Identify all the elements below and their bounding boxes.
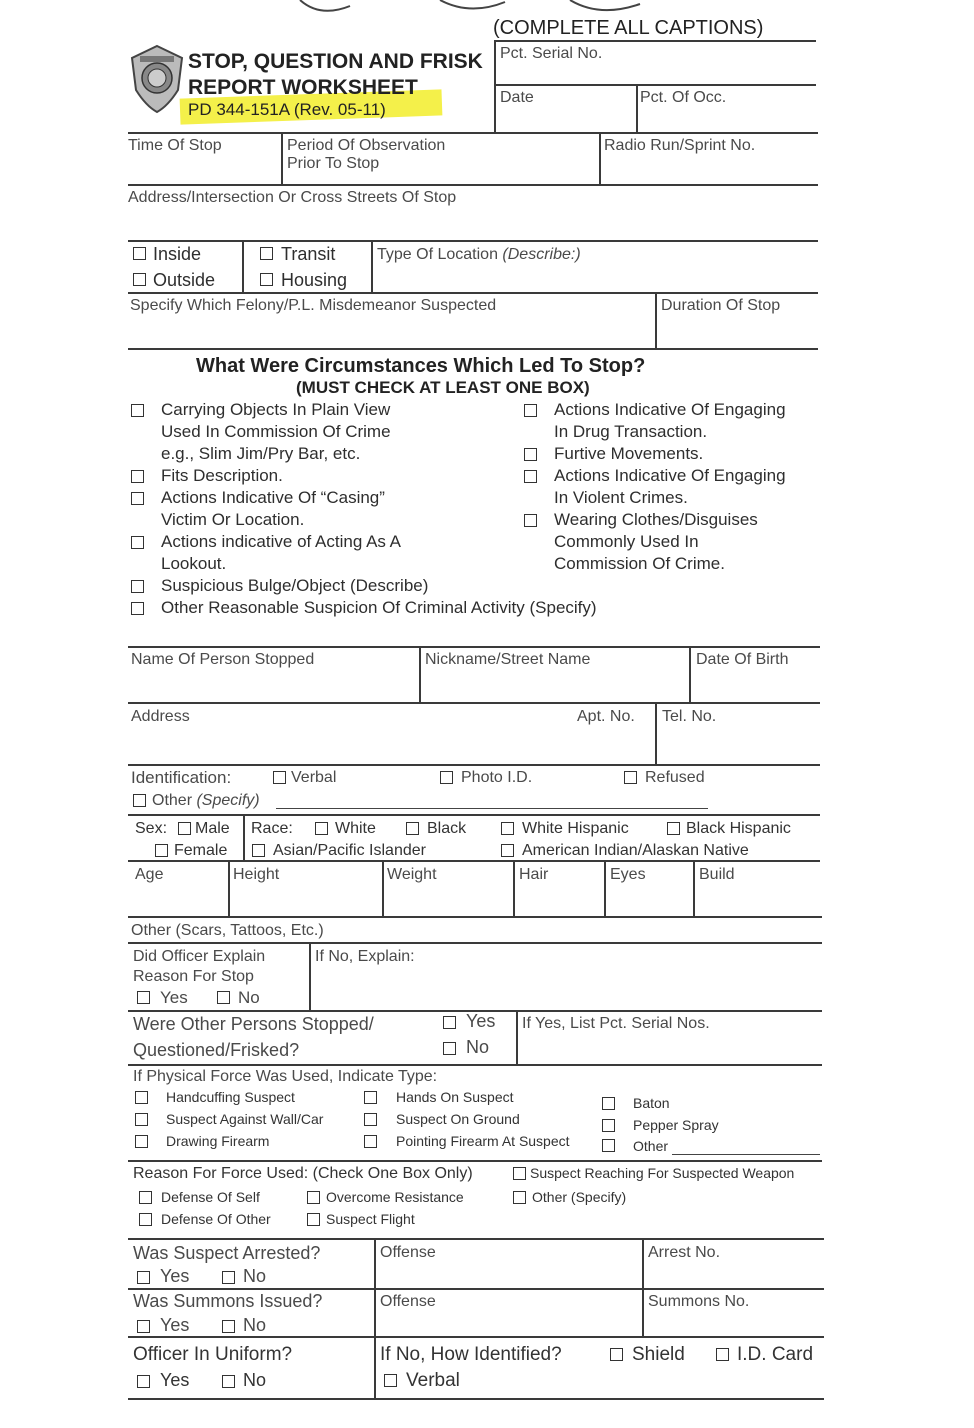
reason-defense-self-label: Defense Of Self xyxy=(161,1189,260,1205)
duration-of-stop-label: Duration Of Stop xyxy=(661,297,781,314)
circ-left-5-checkbox[interactable] xyxy=(131,580,144,593)
circumstances-heading: What Were Circumstances Which Led To Stop? xyxy=(196,355,646,377)
circ-right-4-line2: Commonly Used In xyxy=(554,532,699,551)
circ-left-3-line2: Victim Or Location. xyxy=(161,510,305,529)
form-title-line2: REPORT WORKSHEET xyxy=(188,76,418,99)
inside-label: Inside xyxy=(153,244,202,264)
person-address-field[interactable] xyxy=(130,727,650,761)
circ-right-2-line1: Furtive Movements. xyxy=(554,444,704,463)
height-label: Height xyxy=(233,866,280,883)
date-field[interactable] xyxy=(498,106,632,130)
transit-checkbox[interactable] xyxy=(260,247,273,260)
force-other-checkbox[interactable] xyxy=(602,1139,615,1152)
tel-no-field[interactable] xyxy=(660,727,818,761)
others-no-label: No xyxy=(466,1037,490,1057)
circ-right-3-line1: Actions Indicative Of Engaging xyxy=(554,466,786,485)
nickname-field[interactable] xyxy=(425,670,685,700)
id-verbal-label: Verbal xyxy=(291,769,337,786)
force-pointing-firearm-checkbox[interactable] xyxy=(364,1135,377,1148)
reason-reaching-checkbox[interactable] xyxy=(513,1167,526,1180)
reason-reaching-label: Suspect Reaching For Suspected Weapon xyxy=(530,1165,795,1181)
sex-male-label: Male xyxy=(195,820,230,837)
sex-female-label: Female xyxy=(174,842,228,859)
force-pepper-spray-checkbox[interactable] xyxy=(602,1119,615,1132)
force-drawing-firearm-checkbox[interactable] xyxy=(135,1135,148,1148)
reason-overcome-label: Overcome Resistance xyxy=(326,1189,464,1205)
id-photo-label: Photo I.D. xyxy=(461,769,533,786)
address-of-stop-field[interactable] xyxy=(128,208,816,238)
race-american-indian-label: American Indian/Alaskan Native xyxy=(522,842,749,859)
arrested-no-checkbox[interactable] xyxy=(222,1271,235,1284)
explain-yes-checkbox[interactable] xyxy=(137,991,150,1004)
how-identified-label: If No, How Identified? xyxy=(380,1344,562,1365)
race-white-hispanic-label: White Hispanic xyxy=(522,820,629,837)
race-black-checkbox[interactable] xyxy=(406,822,419,835)
others-yes-checkbox[interactable] xyxy=(443,1016,456,1029)
hair-label: Hair xyxy=(519,866,549,883)
time-of-stop-field[interactable] xyxy=(128,156,278,182)
uniform-no-label: No xyxy=(243,1370,267,1390)
outside-checkbox[interactable] xyxy=(133,273,146,286)
radio-run-label: Radio Run/Sprint No. xyxy=(604,137,756,154)
circ-left-6-line1: Other Reasonable Suspicion Of Criminal Activity (Specify) xyxy=(161,598,597,617)
other-marks-label: Other (Scars, Tattoos, Etc.) xyxy=(131,922,324,939)
circ-right-1-line2: In Drug Transaction. xyxy=(554,422,708,441)
reason-defense-other-label: Defense Of Other xyxy=(161,1211,271,1227)
weight-label: Weight xyxy=(387,866,437,883)
describe-hint: (Describe:) xyxy=(502,246,581,263)
radio-run-field[interactable] xyxy=(604,156,816,182)
date-label: Date xyxy=(500,89,534,106)
circ-left-4-line1: Actions indicative of Acting As A xyxy=(161,532,402,551)
force-hands-on-checkbox[interactable] xyxy=(364,1091,377,1104)
id-refused-label: Refused xyxy=(645,769,705,786)
circ-right-4-line1: Wearing Clothes/Disguises xyxy=(554,510,758,529)
id-other-field[interactable] xyxy=(276,792,708,809)
arrested-yes-label: Yes xyxy=(160,1266,190,1286)
name-of-person-field[interactable] xyxy=(130,670,414,700)
identified-shield-label: Shield xyxy=(632,1344,685,1365)
reason-defense-self-checkbox[interactable] xyxy=(139,1191,152,1204)
arrest-no-field[interactable] xyxy=(648,1262,820,1286)
circ-left-3-line1: Actions Indicative Of “Casing” xyxy=(161,488,385,507)
address-of-stop-label: Address/Intersection Or Cross Streets Of Stop xyxy=(128,189,457,206)
form-number: PD 344-151A (Rev. 05-11) xyxy=(188,100,386,119)
other-marks-field[interactable] xyxy=(360,920,820,940)
circ-right-1-line1: Actions Indicative Of Engaging xyxy=(554,400,786,419)
arrest-no-label: Arrest No. xyxy=(648,1244,721,1261)
circ-left-1-line3: e.g., Slim Jim/Pry Bar, etc. xyxy=(161,444,361,463)
period-observation-label-1: Period Of Observation xyxy=(287,137,446,154)
summons-label: Was Summons Issued? xyxy=(133,1291,323,1311)
id-photo-checkbox[interactable] xyxy=(440,771,453,784)
circ-right-4-checkbox[interactable] xyxy=(524,514,537,527)
if-yes-list-label: If Yes, List Pct. Serial Nos. xyxy=(522,1015,710,1032)
type-of-location-field[interactable] xyxy=(377,266,815,290)
force-handcuffing-checkbox[interactable] xyxy=(135,1091,148,1104)
race-black-label: Black xyxy=(427,820,467,837)
force-heading: If Physical Force Was Used, Indicate Type: xyxy=(133,1068,438,1085)
nickname-label: Nickname/Street Name xyxy=(425,651,591,668)
felony-suspected-label: Specify Which Felony/P.L. Misdemeanor Suspected xyxy=(130,297,497,314)
type-of-location-text: Type Of Location xyxy=(377,246,498,263)
age-field[interactable] xyxy=(132,886,224,914)
if-yes-list-field[interactable] xyxy=(522,1034,820,1062)
reason-for-force-heading: Reason For Force Used: (Check One Box Only) xyxy=(133,1165,473,1182)
others-no-checkbox[interactable] xyxy=(443,1042,456,1055)
summons-yes-checkbox[interactable] xyxy=(137,1320,150,1333)
duration-of-stop-field[interactable] xyxy=(661,316,815,346)
force-wall-car-checkbox[interactable] xyxy=(135,1113,148,1126)
id-other-label xyxy=(152,791,260,810)
circ-left-1-line1: Carrying Objects In Plain View xyxy=(161,400,391,419)
eyes-field[interactable] xyxy=(608,886,690,914)
type-of-location-label xyxy=(377,245,581,264)
circ-left-3-checkbox[interactable] xyxy=(131,492,144,505)
time-of-stop-label: Time Of Stop xyxy=(128,137,222,154)
reason-other-checkbox[interactable] xyxy=(513,1191,526,1204)
circ-left-6-checkbox[interactable] xyxy=(131,602,144,615)
pct-serial-label: Pct. Serial No. xyxy=(500,45,603,62)
uniform-yes-label: Yes xyxy=(160,1370,190,1390)
date-of-birth-label: Date Of Birth xyxy=(696,651,789,668)
weight-field[interactable] xyxy=(386,886,510,914)
if-no-explain-field[interactable] xyxy=(315,968,819,1006)
did-officer-explain-label-2: Reason For Stop xyxy=(133,968,254,985)
top-decoration xyxy=(280,0,660,18)
force-pepper-spray-label: Pepper Spray xyxy=(633,1117,719,1133)
race-label: Race: xyxy=(251,820,293,837)
race-black-hispanic-label: Black Hispanic xyxy=(686,820,791,837)
circ-left-2-checkbox[interactable] xyxy=(131,470,144,483)
identified-verbal-label: Verbal xyxy=(406,1370,460,1391)
identified-id-card-label: I.D. Card xyxy=(737,1344,814,1365)
pct-of-occ-field[interactable] xyxy=(640,106,814,130)
circ-right-2-checkbox[interactable] xyxy=(524,448,537,461)
summons-no-checkbox[interactable] xyxy=(222,1320,235,1333)
summons-offense-label: Offense xyxy=(380,1293,436,1310)
summons-yes-label: Yes xyxy=(160,1315,190,1335)
uniform-no-checkbox[interactable] xyxy=(222,1375,235,1388)
race-white-label: White xyxy=(335,820,376,837)
housing-label: Housing xyxy=(281,270,348,290)
force-other-field[interactable] xyxy=(672,1138,820,1155)
summons-no-field-label: Summons No. xyxy=(648,1293,750,1310)
tel-no-label: Tel. No. xyxy=(662,708,717,725)
identified-verbal-checkbox[interactable] xyxy=(384,1374,397,1387)
explain-no-label: No xyxy=(238,988,260,1007)
sex-male-checkbox[interactable] xyxy=(178,822,191,835)
circumstances-subheading: (MUST CHECK AT LEAST ONE BOX) xyxy=(296,378,590,397)
force-baton-checkbox[interactable] xyxy=(602,1097,615,1110)
circ-right-1-checkbox[interactable] xyxy=(524,404,537,417)
build-field[interactable] xyxy=(697,886,819,914)
circ-right-3-checkbox[interactable] xyxy=(524,470,537,483)
arrested-no-label: No xyxy=(243,1266,267,1286)
others-yes-label: Yes xyxy=(466,1011,496,1031)
sex-label: Sex: xyxy=(135,820,168,837)
reason-defense-other-checkbox[interactable] xyxy=(139,1213,152,1226)
arrest-offense-label: Offense xyxy=(380,1244,436,1261)
summons-no-label: No xyxy=(243,1315,267,1335)
id-other-checkbox[interactable] xyxy=(133,794,146,807)
complete-captions-note: (COMPLETE ALL CAPTIONS) xyxy=(493,17,764,39)
id-other-specify: (Specify) xyxy=(196,792,260,809)
date-of-birth-field[interactable] xyxy=(696,670,818,700)
race-black-hispanic-checkbox[interactable] xyxy=(667,822,680,835)
summons-offense-field[interactable] xyxy=(380,1311,638,1335)
form-title-line1: STOP, QUESTION AND FRISK xyxy=(188,50,483,73)
uniform-label: Officer In Uniform? xyxy=(133,1344,293,1365)
inside-checkbox[interactable] xyxy=(133,247,146,260)
name-of-person-label: Name Of Person Stopped xyxy=(131,651,315,668)
eyes-label: Eyes xyxy=(610,866,646,883)
id-refused-checkbox[interactable] xyxy=(624,771,637,784)
circ-right-4-line3: Commission Of Crime. xyxy=(554,554,725,573)
circ-left-5-line1: Suspicious Bulge/Object (Describe) xyxy=(161,576,429,595)
nypd-badge-icon xyxy=(128,44,186,114)
reason-other-label: Other (Specify) xyxy=(532,1189,627,1205)
person-address-label: Address xyxy=(131,708,190,725)
circ-right-3-line2: In Violent Crimes. xyxy=(554,488,688,507)
force-on-ground-label: Suspect On Ground xyxy=(396,1111,520,1127)
uniform-yes-checkbox[interactable] xyxy=(137,1375,150,1388)
pct-of-occ-label: Pct. Of Occ. xyxy=(640,89,727,106)
identified-shield-checkbox[interactable] xyxy=(610,1348,623,1361)
sex-female-checkbox[interactable] xyxy=(155,844,168,857)
housing-checkbox[interactable] xyxy=(260,273,273,286)
force-handcuffing-label: Handcuffing Suspect xyxy=(166,1089,295,1105)
force-on-ground-checkbox[interactable] xyxy=(364,1113,377,1126)
period-observation-label-2: Prior To Stop xyxy=(287,155,380,172)
circ-left-1-line2: Used In Commission Of Crime xyxy=(161,422,391,441)
apt-no-label: Apt. No. xyxy=(577,708,635,725)
build-label: Build xyxy=(699,866,735,883)
race-white-checkbox[interactable] xyxy=(315,822,328,835)
id-other-text: Other xyxy=(152,792,193,809)
arrest-offense-field[interactable] xyxy=(380,1262,638,1286)
circ-left-4-checkbox[interactable] xyxy=(131,536,144,549)
arrested-label: Was Suspect Arrested? xyxy=(133,1243,321,1263)
if-no-explain-label: If No, Explain: xyxy=(315,948,415,965)
outside-label: Outside xyxy=(153,270,216,290)
circ-left-4-line2: Lookout. xyxy=(161,554,227,573)
circ-left-1-checkbox[interactable] xyxy=(131,404,144,417)
race-white-hispanic-checkbox[interactable] xyxy=(501,822,514,835)
circ-left-2-line1: Fits Description. xyxy=(161,466,283,485)
age-label: Age xyxy=(135,866,164,883)
hair-field[interactable] xyxy=(517,886,601,914)
transit-label: Transit xyxy=(281,244,336,264)
id-verbal-checkbox[interactable] xyxy=(273,771,286,784)
others-stopped-label-2: Questioned/Frisked? xyxy=(133,1040,300,1060)
force-pointing-firearm-label: Pointing Firearm At Suspect xyxy=(396,1133,570,1149)
force-wall-car-label: Suspect Against Wall/Car xyxy=(166,1111,324,1127)
others-stopped-label-1: Were Other Persons Stopped/ xyxy=(133,1014,374,1034)
explain-yes-label: Yes xyxy=(160,988,188,1007)
force-other-label: Other xyxy=(633,1138,669,1154)
force-baton-label: Baton xyxy=(633,1095,670,1111)
reason-flight-label: Suspect Flight xyxy=(326,1211,415,1227)
pct-serial-field[interactable] xyxy=(498,62,814,82)
reason-flight-checkbox[interactable] xyxy=(307,1213,320,1226)
explain-no-checkbox[interactable] xyxy=(217,991,230,1004)
race-asian-checkbox[interactable] xyxy=(252,844,265,857)
felony-suspected-field[interactable] xyxy=(128,316,648,346)
did-officer-explain-label-1: Did Officer Explain xyxy=(133,948,266,965)
arrested-yes-checkbox[interactable] xyxy=(137,1271,150,1284)
summons-no-field[interactable] xyxy=(648,1311,820,1335)
height-field[interactable] xyxy=(232,886,378,914)
reason-overcome-checkbox[interactable] xyxy=(307,1191,320,1204)
identification-label: Identification: xyxy=(131,768,232,787)
race-american-indian-checkbox[interactable] xyxy=(501,844,514,857)
race-asian-label: Asian/Pacific Islander xyxy=(273,842,426,859)
force-hands-on-label: Hands On Suspect xyxy=(396,1089,514,1105)
force-drawing-firearm-label: Drawing Firearm xyxy=(166,1133,270,1149)
identified-id-card-checkbox[interactable] xyxy=(716,1348,729,1361)
